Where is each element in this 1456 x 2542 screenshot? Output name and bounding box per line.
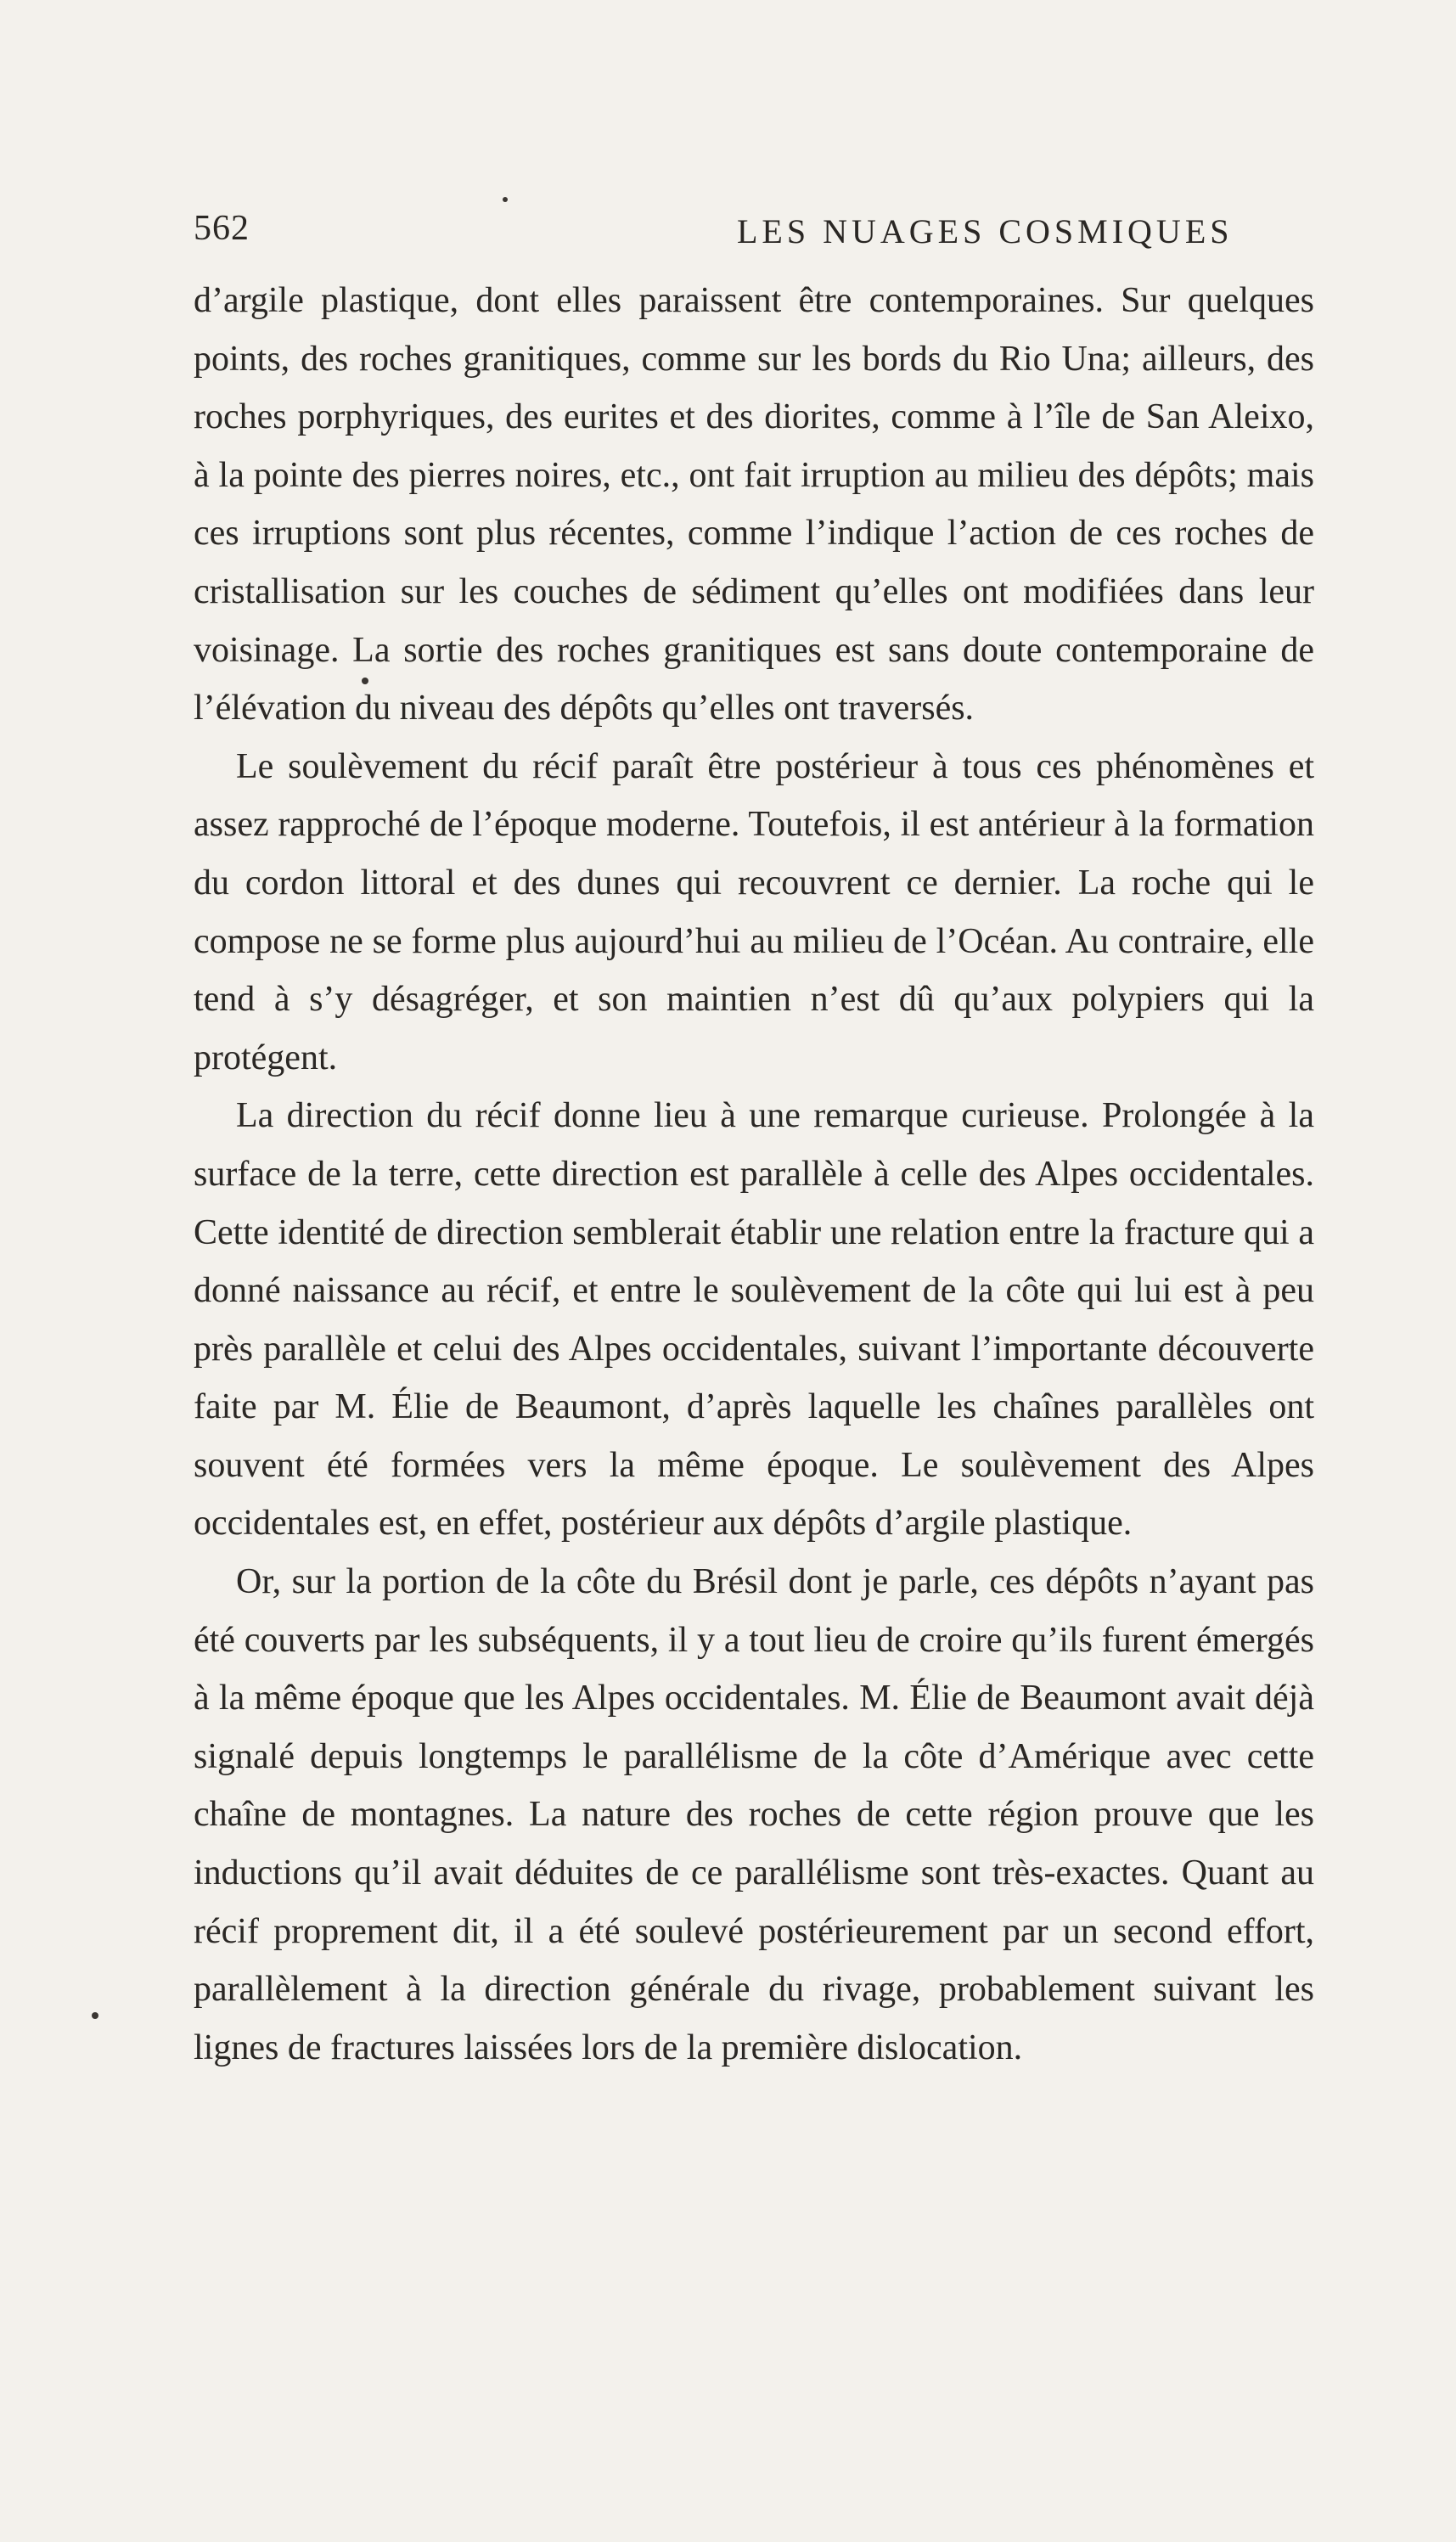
paragraph: Le soulèvement du récif paraît être postérieur à tous ces phénomènes et assez rapproché de l’époque moderne. Toutefois, il est antérieur à la formation du cordon littoral et des dunes qui recouvrent ce dernier. La roche qui le compose ne se forme plus aujourd’hui au milieu de l’Océan. Au contraire, elle tend à s’y désagréger, et son maintien n’est dû qu’aux polypiers qui la protégent. <box>194 746 1314 1077</box>
paragraph: d’argile plastique, dont elles paraissent être contemporaines. Sur quelques points, des roches granitiques, comme sur les bords du Rio Una; ailleurs, des roches porphyriques, des eurites et des diorites, comme à l’île de San Aleixo, à la pointe des pierres noires, etc., ont fait irruption au milieu des dépôts; mais ces irruptions sont plus récentes, comme l’indique l’action de ces roches de cristallisation sur les couches de sédiment qu’elles ont modifiées dans leur voisinage. La sortie des roches granitiques est sans doute contemporaine de l’élévation du niveau des dépôts qu’elles ont traversés. <box>194 281 1314 728</box>
paragraph: La direction du récif donne lieu à une remarque curieuse. Prolongée à la surface de la terre, cette direction est parallèle à celle des Alpes occidentales. Cette identité de direction semblerait établir une relation entre la fracture qui a donné naissance au récif, et entre le soulèvement de la côte qui lui est à peu près parallèle et celui des Alpes occidentales, suivant l’importante découverte faite par M. Élie de Beaumont, d’après laquelle les chaînes parallèles ont souvent été formées vers la même époque. Le soulèvement des Alpes occidentales est, en effet, postérieur aux dépôts d’argile plastique. <box>194 1096 1314 1544</box>
ink-speck <box>503 197 508 202</box>
running-title: LES NUAGES COSMIQUES <box>737 212 1234 250</box>
page-header <box>194 208 1314 259</box>
page-number: 562 <box>194 209 250 248</box>
ink-speck <box>92 2012 98 2019</box>
body-text <box>194 272 1314 2077</box>
paragraph: Or, sur la portion de la côte du Brésil dont je parle, ces dépôts n’ayant pas été couverts par les subséquents, il y a tout lieu de croire qu’ils furent émergés à la même époque que les Alpes occidentales. M. Élie de Beaumont avait déjà signalé depuis longtemps le parallélisme de la côte d’Amérique avec cette chaîne de montagnes. La nature des roches de cette région prouve que les inductions qu’il avait déduites de ce parallélisme sont très-exactes. Quant au récif proprement dit, il a été soulevé postérieurement par un second effort, parallèlement à la direction générale du rivage, probablement suivant les lignes de fractures laissées lors de la première dislocation. <box>194 1562 1314 2067</box>
